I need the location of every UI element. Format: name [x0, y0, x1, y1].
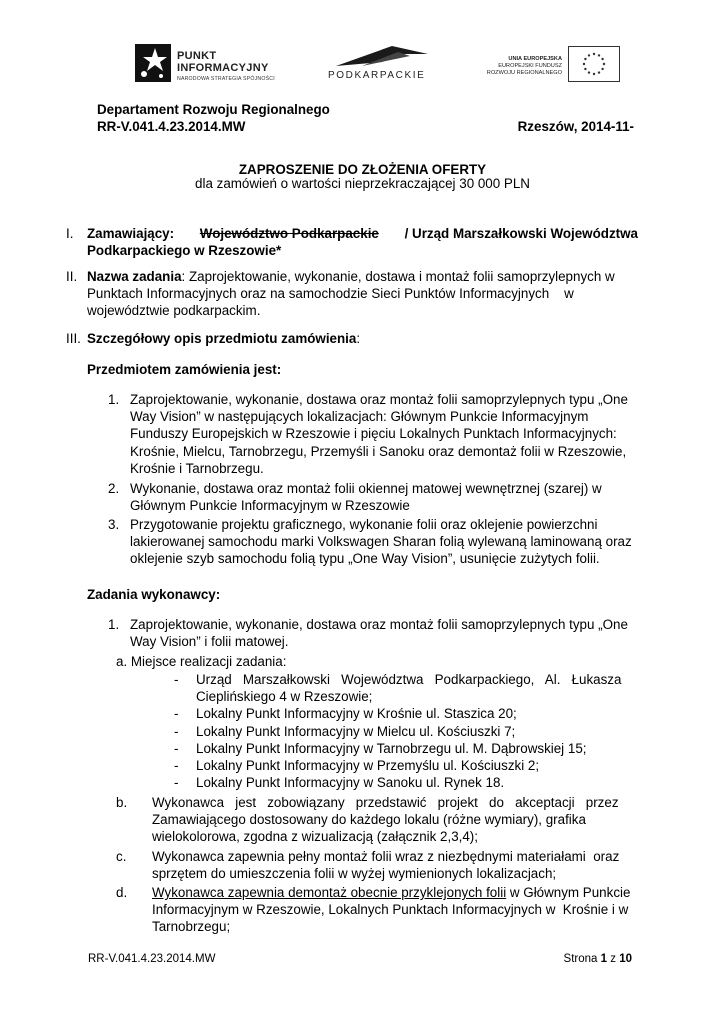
footer-page-total: 10 [619, 953, 632, 965]
eu-line1: UNIA EUROPEJSKA [508, 56, 562, 62]
section-1-rest1: / Urząd Marszałkowski Województwa [404, 226, 638, 241]
footer-page-number [564, 953, 632, 965]
subject-item-3-num: 3. [108, 517, 120, 532]
section-1-struck: Województwo Podkarpackie [199, 226, 379, 241]
tasks-c-line: Wykonawca zapewnia pełny montaż folii wraz z niezbędnymi materiałami oraz [152, 849, 620, 864]
tasks-a-marker: a. [116, 654, 128, 669]
place-date: Rzeszów, 2014-11- [517, 119, 634, 134]
tasks-b [116, 794, 638, 846]
section-3-number: III. [66, 331, 81, 346]
footer-page-of: z [610, 953, 616, 965]
department-name: Departament Rozwoju Regionalnego [97, 102, 330, 117]
subject-item-1-line: Krośnie i Tarnobrzegu. [130, 460, 264, 476]
tasks-d-line: Informacyjnym w Rzeszowie, Lokalnych Punktach Informacyjnych w Krośnie i w [152, 902, 629, 918]
location-item [174, 723, 638, 740]
subject-item-3-line: Przygotowanie projektu graficznego, wykonanie folii oraz oklejenie powierzchni [130, 517, 598, 532]
document-reference: RR-V.041.4.23.2014.MW [97, 119, 246, 134]
section-3 [87, 330, 360, 347]
location-line: Lokalny Punkt Informacyjny w Tarnobrzegu ul. M. Dąbrowskiej 15; [196, 740, 587, 756]
tasks-b-line: wielokolorowa, zgodna z wizualizacją (załącznik 2,3,4); [152, 829, 478, 845]
location-dash: - [174, 775, 179, 791]
tasks-d-line: Tarnobrzegu; [152, 919, 231, 935]
section-2-number: II. [66, 269, 78, 284]
tasks-c [116, 848, 638, 882]
location-item [174, 740, 638, 757]
tasks-d [116, 884, 638, 936]
location-dash: - [174, 758, 179, 774]
podkarpackie-emblem [332, 44, 432, 68]
section-1 [87, 225, 638, 259]
subject-item-1-num: 1. [108, 392, 120, 407]
location-item [174, 774, 638, 791]
document-title: ZAPROSZENIE DO ZŁOŻENIA OFERTY [238, 162, 487, 177]
tasks-d-underlined: Wykonawca zapewnia demontaż obecnie przyklejonych folii [152, 885, 507, 900]
section-1-number: I. [66, 226, 74, 241]
subject-item-2 [108, 480, 638, 514]
tasks-b-marker: b. [116, 795, 128, 810]
logo-podkarpackie-label: PODKARPACKIE [328, 70, 426, 81]
tasks-item-1-num: 1. [108, 617, 120, 632]
logo-punkt-line1: PUNKT [177, 50, 217, 62]
tasks-a [116, 653, 286, 670]
eu-flag-icon [568, 46, 620, 82]
subject-item-1-line: Zaprojektowanie, wykonanie, dostawa oraz montaż folii samoprzylepnych typu „One [130, 392, 628, 407]
subject-item-1 [108, 391, 638, 477]
document-subtitle: dla zamówień o wartości nieprzekraczającej 30 000 PLN [195, 176, 530, 191]
section-3-label: Szczegółowy opis przedmiotu zamówienia [87, 331, 357, 346]
tasks-c-line: sprzętem do umieszczenia folii w wyżej wymienionych lokalizacjach; [152, 866, 557, 882]
tasks-d-rest1: w Głównym Punkcie [506, 885, 631, 900]
location-line: Cieplińskiego 4 w Rzeszowie; [196, 689, 373, 705]
tasks-item-1 [108, 616, 638, 650]
subject-item-1-line: Way Vision” w następujących lokalizacjach: Głównym Punkcie Informacyjnym [130, 409, 589, 425]
tasks-c-marker: c. [116, 849, 127, 864]
section-2-line2: Punktach Informacyjnych oraz na samochodzie Sieci Punktów Informacyjnych w [87, 286, 574, 302]
footer-reference: RR-V.041.4.23.2014.MW [88, 953, 216, 965]
logo-eu [478, 46, 620, 84]
punkt-informacyjny-emblem [135, 40, 175, 84]
location-line: Urząd Marszałkowski Województwa Podkarpackiego, Al. Łukasza [196, 672, 622, 687]
logo-podkarpackie [322, 44, 442, 84]
footer-page-current: 1 [600, 953, 608, 965]
section-2-label: Nazwa zadania [87, 269, 182, 284]
location-item [174, 705, 638, 722]
tasks-b-line: Wykonawca jest zobowiązany przedstawić projekt do akceptacji przez [152, 795, 619, 810]
subject-item-3-line: lakierowanej samochodu marki Volkswagen Sharan folią wylewaną laminowaną oraz [130, 534, 632, 550]
location-line: Lokalny Punkt Informacyjny w Mielcu ul. Kościuszki 7; [196, 723, 516, 739]
section-2 [87, 268, 638, 320]
footer-page-word: Strona [563, 953, 598, 965]
location-line: Lokalny Punkt Informacyjny w Przemyślu ul. Kościuszki 2; [196, 758, 540, 774]
section-2-line1: : Zaprojektowanie, wykonanie, dostawa i montaż folii samoprzylepnych w [181, 269, 615, 284]
location-line: Lokalny Punkt Informacyjny w Sanoku ul. Rynek 18. [196, 775, 505, 791]
subject-item-1-line: Funduszy Europejskich w Rzeszowie i pięciu Lokalnych Punktach Informacyjnych: [130, 426, 617, 442]
subject-item-3-line: oklejenie szyb samochodu folią typu „One Way Vision”, usunięcie zużytych folii. [130, 551, 600, 567]
logo-punkt-sub: NARODOWA STRATEGIA SPÓJNOŚCI [177, 76, 275, 82]
location-dash: - [174, 740, 179, 756]
tasks-d-marker: d. [116, 885, 128, 900]
subject-item-3 [108, 516, 638, 568]
location-line: Lokalny Punkt Informacyjny w Krośnie ul. Staszica 20; [196, 706, 517, 722]
tasks-a-label: Miejsce realizacji zadania: [130, 654, 287, 669]
subject-item-2-line: Wykonanie, dostawa oraz montaż folii okiennej matowej wewnętrznej (szarej) w [130, 481, 602, 496]
tasks-item-1-line: Zaprojektowanie, wykonanie, dostawa oraz montaż folii samoprzylepnych typu „One [130, 617, 628, 632]
eu-line2: EUROPEJSKI FUNDUSZ [498, 63, 562, 69]
location-dash: - [174, 723, 179, 739]
logo-punkt-line2: INFORMACYJNY [177, 62, 269, 74]
tasks-heading: Zadania wykonawcy: [87, 587, 221, 602]
subject-item-1-line: Krośnie, Mielcu, Tarnobrzegu, Przemyśli i Sanoku oraz demontaż folii w Rzeszowie, [130, 443, 627, 459]
location-dash: - [174, 672, 179, 687]
subject-heading: Przedmiotem zamówienia jest: [87, 362, 282, 377]
section-1-label: Zamawiający: [87, 226, 175, 241]
locations-list [174, 671, 638, 791]
eu-line3: ROZWOJU REGIONALNEGO [486, 70, 562, 76]
section-2-line3: województwie podkarpackim. [87, 303, 261, 319]
location-item [174, 757, 638, 774]
section-3-colon: : [356, 331, 361, 346]
location-item [174, 671, 638, 705]
subject-item-2-num: 2. [108, 481, 120, 496]
logo-punkt-informacyjny [135, 40, 295, 86]
section-1-rest2: Podkarpackiego w Rzeszowie* [87, 243, 282, 259]
tasks-item-1-line: Way Vision” i folii matowej. [130, 634, 289, 650]
tasks-b-line: Zamawiającego dostosowany do każdego lokalu (różne wymiary), grafika [152, 812, 586, 828]
location-dash: - [174, 706, 179, 722]
subject-item-2-line: Głównym Punkcie Informacyjnym w Rzeszowie [130, 498, 410, 514]
